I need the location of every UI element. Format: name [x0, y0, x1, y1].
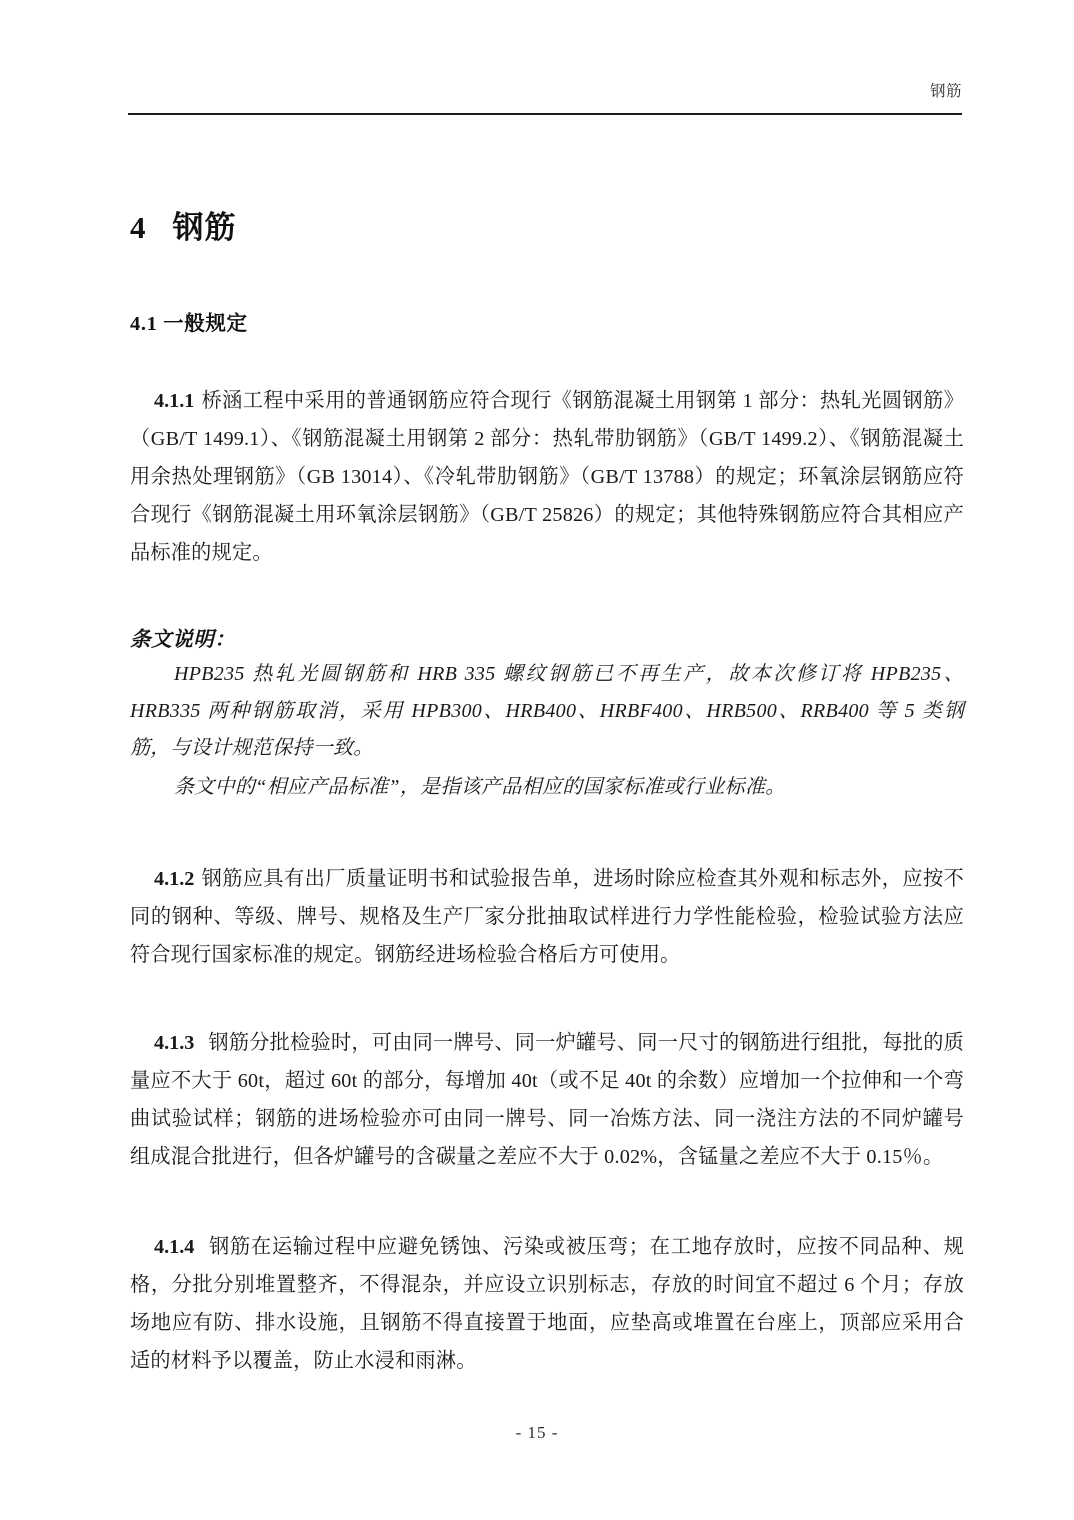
explanation-paragraph-1 — [130, 656, 964, 767]
explanation-text-2: 条文中的“相应产品标准”，是指该产品相应的国家标准或行业标准。 — [174, 776, 786, 798]
clause-paragraph-4-1-3 — [130, 1024, 964, 1176]
running-header — [128, 82, 962, 114]
clause-text-4-1-2: 钢筋应具有出厂质量证明书和试验报告单，进场时除应检查其外观和标志外，应按不同的钢种、等级、牌号、规格及生产厂家分批抽取试样进行力学性能检验，检验试验方法应符合现行国家标准的规定。钢筋经进场检验合格后方可使用。 — [130, 868, 964, 966]
clause-paragraph-4-1-2 — [130, 860, 964, 974]
clause-number-4-1-1: 4.1.1 — [154, 390, 195, 412]
clause-paragraph-4-1-4 — [130, 1228, 964, 1380]
clause-text-4-1-4: 钢筋在运输过程中应避免锈蚀、污染或被压弯；在工地存放时，应按不同品种、规格，分批分别堆置整齐，不得混杂，并应设立识别标志，存放的时间宜不超过 6 个月；存放场地应有防、排水设施，且钢筋不得直接置于地面，应垫高或堆置在台座上，顶部应采用合适的材料予以覆盖，防止水浸和雨淋。 — [130, 1236, 964, 1372]
clause-number-4-1-4: 4.1.4 — [154, 1236, 195, 1258]
explanation-title: 条文说明： — [130, 629, 236, 651]
explanation-paragraph-2 — [130, 769, 964, 806]
clause-number-4-1-3: 4.1.3 — [154, 1032, 195, 1054]
clause-number-4-1-2: 4.1.2 — [154, 868, 195, 890]
clause-paragraph-4-1-1 — [130, 382, 964, 572]
clause-text-4-1-1: 桥涵工程中采用的普通钢筋应符合现行《钢筋混凝土用钢第 1 部分：热轧光圆钢筋》（GB/T 1499.1）、《钢筋混凝土用钢第 2 部分：热轧带肋钢筋》（GB/T 1499.2）、《钢筋混凝土用余热处理钢筋》（GB 13014）、《冷轧带肋钢筋》（GB/T 13788）的规定；环氧涂层钢筋应符合现行《钢筋混凝土用环氧涂层钢筋》（GB/T 25826）的规定；其他特殊钢筋应符合其相应产品标准的规定。 — [130, 390, 964, 564]
chapter-title — [130, 208, 964, 248]
running-header-text: 钢筋 — [929, 83, 962, 100]
header-divider-rule — [128, 113, 962, 115]
page-number: - 15 - — [515, 1423, 559, 1442]
explanation-text-1: HPB235 热轧光圆钢筋和 HRB 335 螺纹钢筋已不再生产，故本次修订将 HPB235、HRB335 两种钢筋取消，采用 HPB300、HRB400、HRBF400、HRB500、RRB400 等 5 类钢筋，与设计规范保持一致。 — [130, 663, 964, 759]
chapter-title-text: 钢筋 — [172, 210, 237, 245]
page-content — [130, 150, 964, 1380]
section-heading-4-1: 4.1 一般规定 — [130, 313, 248, 335]
page-footer — [0, 1422, 1074, 1444]
explanation-block — [130, 624, 964, 806]
chapter-number: 4 — [130, 210, 147, 245]
clause-text-4-1-3: 钢筋分批检验时，可由同一牌号、同一炉罐号、同一尺寸的钢筋进行组批，每批的质量应不大于 60t，超过 60t 的部分，每增加 40t（或不足 40t 的余数）应增加一个拉伸和一个弯曲试验试样；钢筋的进场检验亦可由同一牌号、同一冶炼方法、同一浇注方法的不同炉罐号组成混合批进行，但各炉罐号的含碳量之差应不大于 0.02%，含锰量之差应不大于 0.15％。 — [130, 1032, 964, 1168]
